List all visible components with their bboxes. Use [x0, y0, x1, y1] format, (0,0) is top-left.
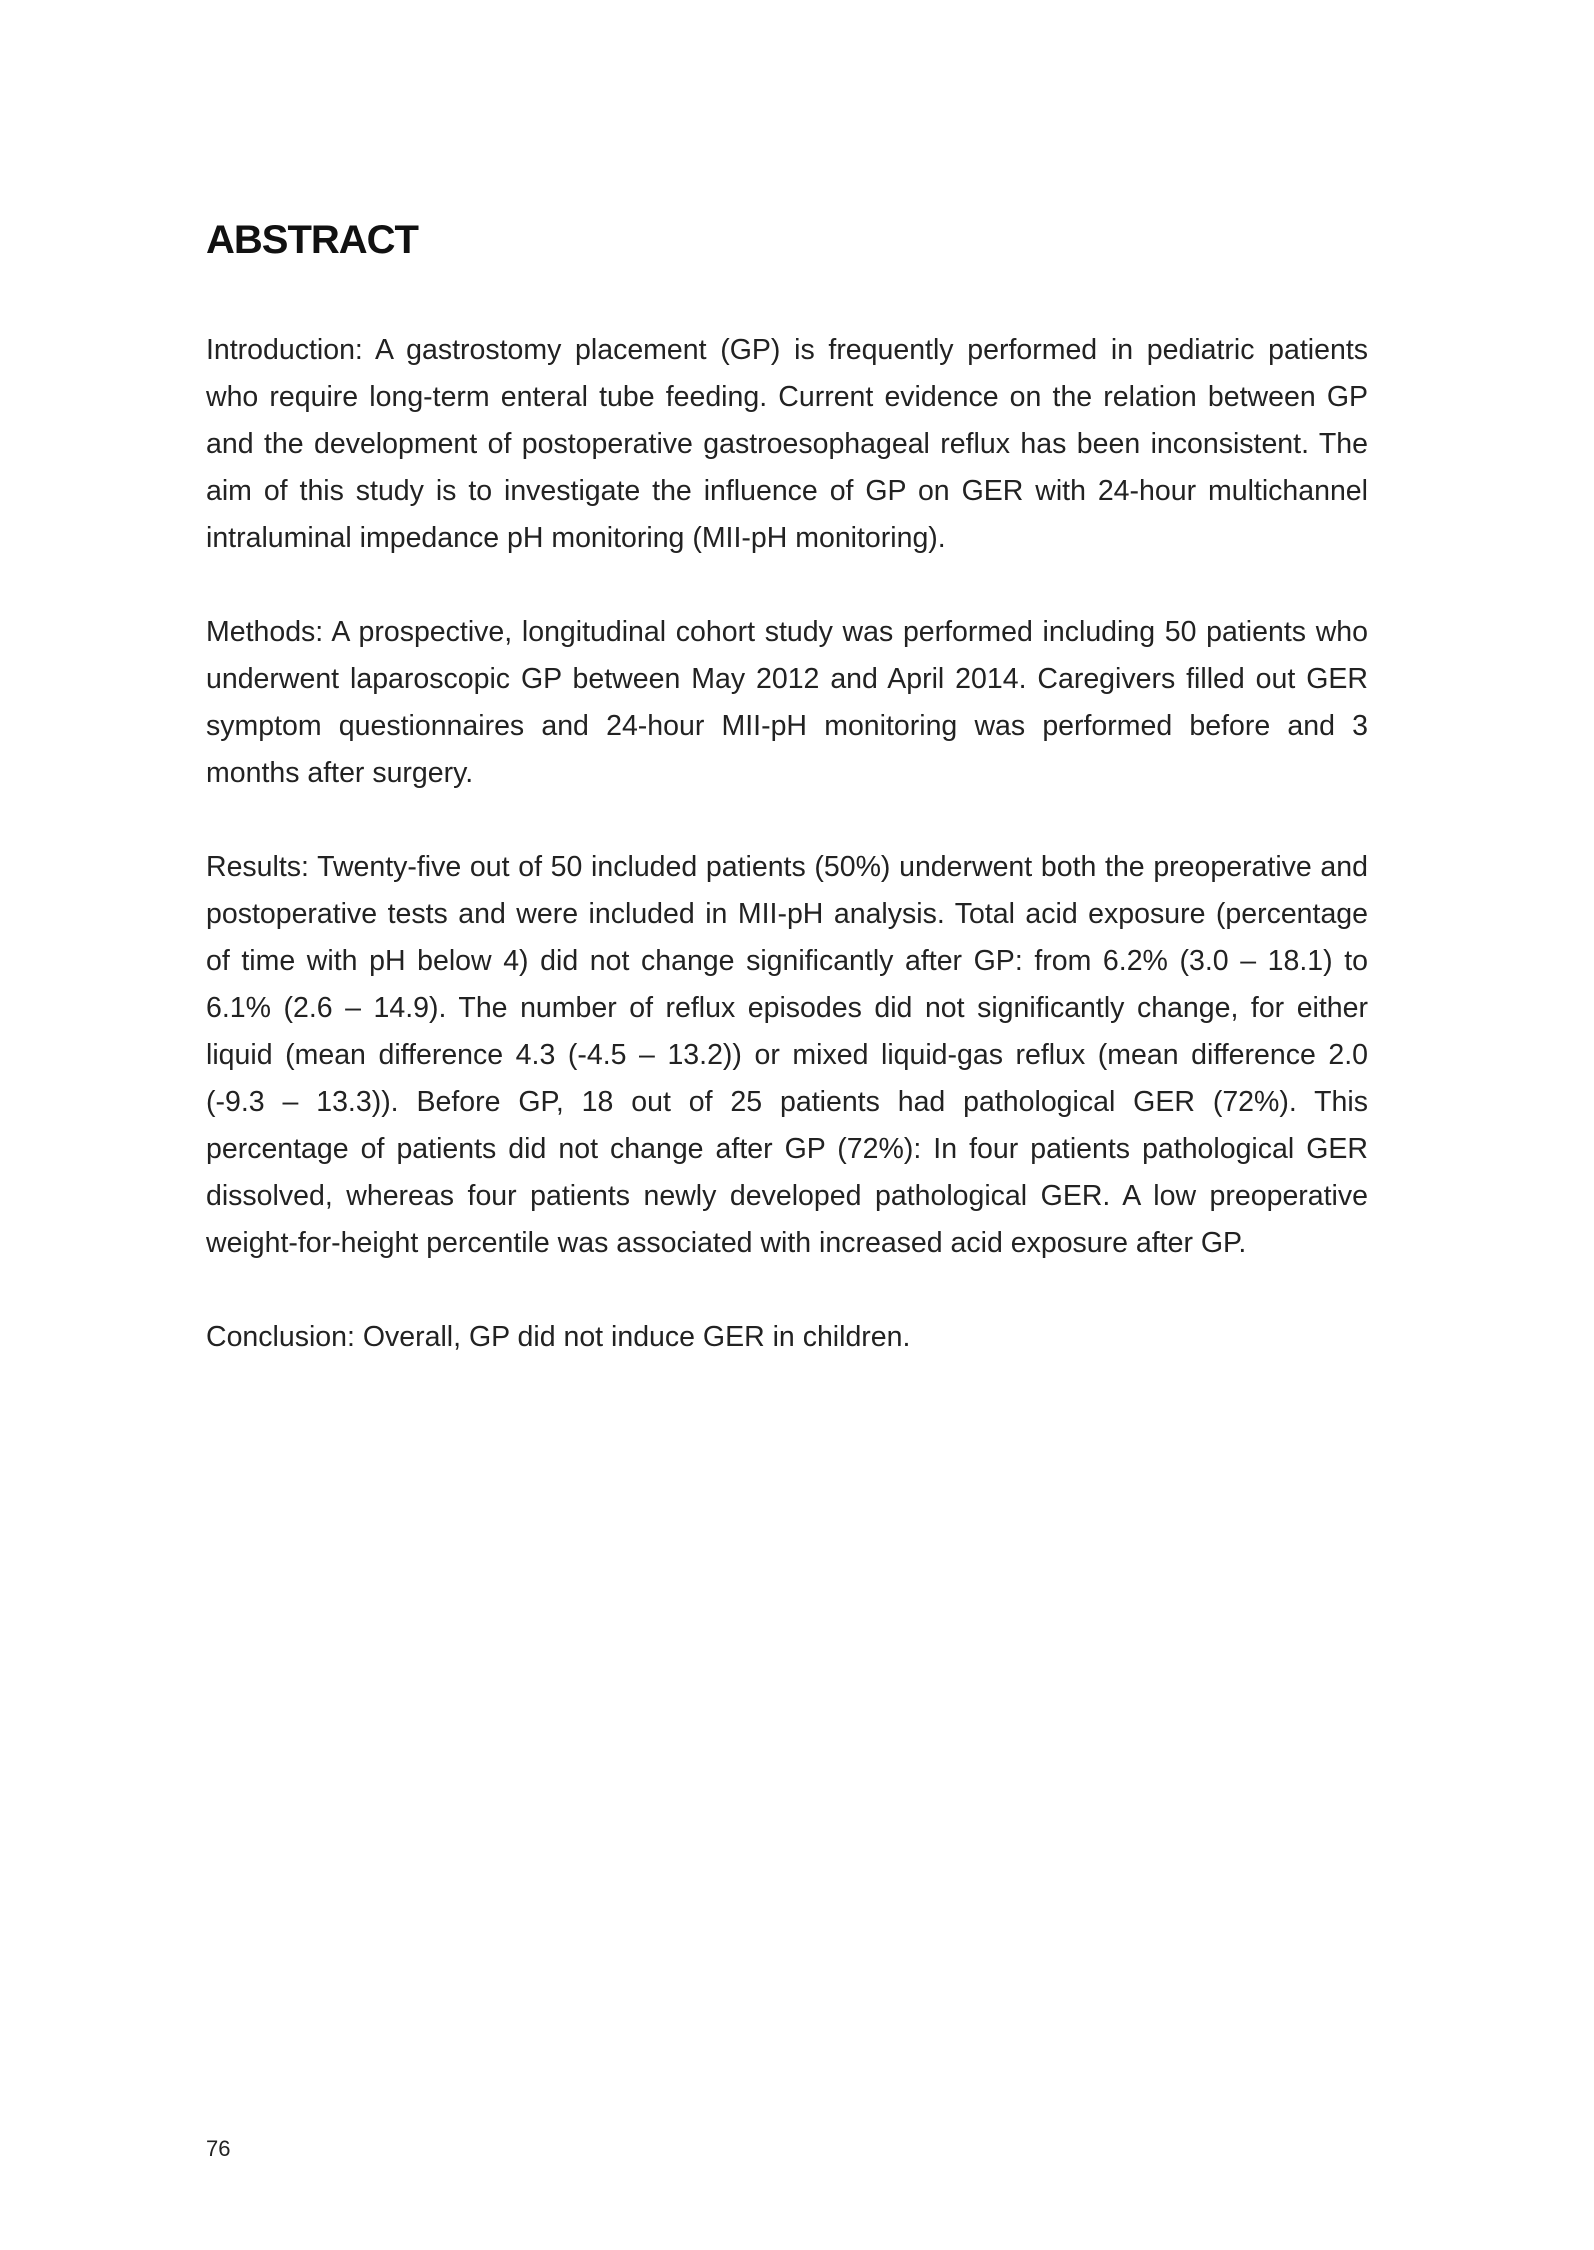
results-paragraph: Results: Twenty-five out of 50 included patients (50%) underwent both the preoperative and postoperative tests and were included in MII-pH analysis. Total acid exposure (percentage of time with pH below 4) did not change significantly after GP: from 6.2% (3.0 – 18.1) to 6.1% (2.6 – 14.9). The number of reflux episodes did not significantly change, for either liquid (mean difference 4.3 (-4.5 – 13.2)) or mixed liquid-gas reflux (mean difference 2.0 (-9.3 – 13.3)). Before GP, 18 out of 25 patients had pathological GER (72%). This percentage of patients did not change after GP (72%): In four patients pathological GER dissolved, whereas four patients newly developed pathological GER. A low preoperative weight-for-height percentile was associated with increased acid exposure after GP. — [206, 851, 1368, 1259]
conclusion-paragraph: Conclusion: Overall, GP did not induce GER in children. — [206, 1321, 911, 1353]
abstract-body — [206, 327, 1368, 1408]
page-number: 76 — [206, 2136, 231, 2161]
abstract-heading: ABSTRACT — [206, 218, 418, 262]
introduction-paragraph: Introduction: A gastrostomy placement (GP) is frequently performed in pediatric patients who require long-term enteral tube feeding. Current evidence on the relation between GP and the development of postoperative gastroesophageal reflux has been inconsistent. The aim of this study is to investigate the influence of GP on GER with 24-hour multichannel intraluminal impedance pH monitoring (MII-pH monitoring). — [206, 334, 1368, 554]
methods-paragraph: Methods: A prospective, longitudinal cohort study was performed including 50 patients who underwent laparoscopic GP between May 2012 and April 2014. Caregivers filled out GER symptom questionnaires and 24-hour MII-pH monitoring was performed before and 3 months after surgery. — [206, 616, 1368, 789]
